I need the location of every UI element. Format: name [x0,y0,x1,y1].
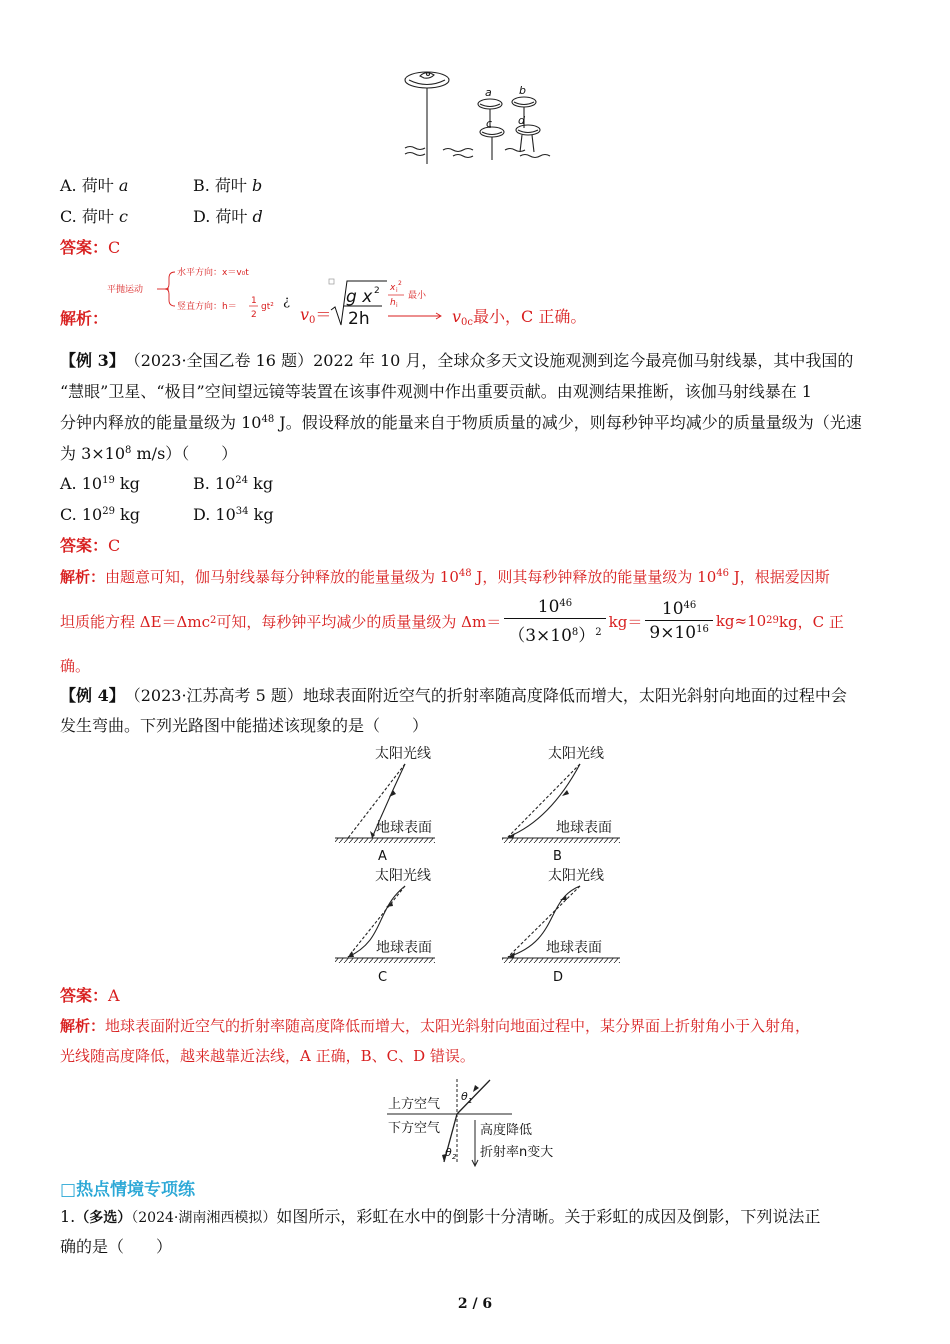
theta2-sub: 2 [452,1153,457,1161]
theta1-label: θ [461,1090,468,1103]
label-b: b [519,84,526,97]
sqrt-num-sup: 2 [374,286,380,296]
ex3-analysis-line2: 坦质能方程 ΔE＝Δmc 2 可知，每秒钟平均减少的质量量级为 Δm＝ $\frac{10^{46}}{(3\times 10^8)^2}$ kg＝ $\frac{10^{46}}{9\times 10^{16}}$ kg≈10 29 kg，C 正 [60,596,844,646]
refractive-index-label: 折射率n变大 [480,1145,554,1160]
fig-label-d: D [553,970,564,985]
arrow-num-sub: i [396,287,398,294]
fig-label-c: C [378,970,388,985]
sqrt-expression [328,276,448,330]
mid-char: ¿ [283,294,290,309]
earth-label-a: 地球表面 [376,820,432,836]
arrow-num: x [390,283,396,293]
refraction-figure [382,1074,582,1169]
label-a: a [485,86,492,99]
ex3-analysis-line3: 确。 [60,657,91,675]
arrow-den: h [390,298,396,308]
ex4-analysis-line1: 解析：地球表面附近空气的折射率随高度降低而增大，太阳光斜射向地面过程中，某分界面上折射角小于入射角， [60,1017,811,1035]
lower-air-label: 下方空气 [388,1121,441,1136]
ex3-option-c: C. $10^{29}$ kg [60,505,140,524]
ex4-line1: 【例 4】 （2023·江苏高考 5 题）地球表面附近空气的折射率随高度降低而增大，太阳光斜射向地面的过程中会 [60,686,847,705]
ex3-line3: 分钟内释放的能量量级为 $10^{48}$ J。假设释放的能量来自于物质质量的减少，则每秒钟平均减少的质量量级为（光速 [60,413,862,432]
brace-frac-den: 2 [251,310,257,320]
ex3-line1: 【例 3】 （2023·全国乙卷 16 题）2022 年 10 月，全球众多天文设施观测到迄今最亮伽马射线暴，其中我国的 [60,351,854,370]
section-box-icon: □ [60,1180,77,1200]
arrow-den-sub: i [396,302,398,309]
theta2-label: θ [445,1146,452,1159]
fraction-1: $\frac{10^{46}}{(3\times 10^8)^2}$ [504,597,605,646]
brace-tail: gt² [261,302,274,312]
ex3-line2: “慧眼”卫星、“极目”空间望远镜等装置在该事件观测中作出重要贡献。由观测结果推断，该伽马射线暴在 1 [60,382,812,401]
brace-vertical: 竖直方向：h＝ [177,302,237,312]
ex4-line2: 发生弯曲。下列光路图中能描述该现象的是（ ） [60,716,429,735]
ex3-line4: 为 $3\times 10^8$ m/s）（ ） [60,444,238,463]
sun-label-a: 太阳光线 [375,746,431,762]
sun-label-b: 太阳光线 [548,746,604,762]
page-number: 2 / 6 [457,1296,493,1312]
lotus-leaves-figure [395,66,565,170]
answer-prev: 答案：C [60,238,121,257]
earth-label-b: 地球表面 [556,820,612,836]
brace-root: 平抛运动 [107,285,144,295]
result-prev: $v_{0c}$最小，C 正确。 [452,307,587,328]
earth-label-c: 地球表面 [376,940,432,956]
light-path-diagrams [330,740,630,985]
label-c: c [486,117,493,130]
fig-label-b: B [553,849,562,864]
option-b: B. 荷叶 b [193,176,263,195]
option-c: C. 荷叶 c [60,207,128,226]
ex3-option-a: A. $10^{19}$ kg [60,474,140,493]
theta1-sub: 1 [468,1097,473,1105]
ex4-analysis-line2: 光线随高度降低，越来越靠近法线，A 正确，B、C、D 错误。 [60,1047,475,1065]
brace-frac-num: 1 [251,296,257,306]
label-d: d [518,114,525,127]
brace-horizontal: 水平方向：x＝v₀t [177,268,249,278]
sqrt-den: 2h [348,309,370,329]
ex3-option-d: D. $10^{34}$ kg [193,505,274,524]
arrow-tail: 最小 [408,291,427,301]
analysis-label-prev: 解析： [60,309,109,328]
height-decrease-label: 高度降低 [480,1123,533,1138]
earth-label-d: 地球表面 [546,940,602,956]
section-heading: □热点情境专项练 [60,1180,196,1200]
sun-label-d: 太阳光线 [548,868,604,884]
ex3-analysis-line1: 解析：由题意可知，伽马射线暴每分钟释放的能量量级为 $10^{48}$ J，则其每秒钟释放的能量量级为 $10^{46}$ J，根据爱因斯 [60,568,830,586]
v0-eq: $v_0=$ [300,305,332,326]
fraction-2: $\frac{10^{46}}{9\times 10^{16}}$ [645,599,712,643]
brace-diagram [105,262,285,324]
ex3-answer: 答案：C [60,536,121,555]
option-a: A. 荷叶 a [60,176,129,195]
option-d: D. 荷叶 d [193,207,263,226]
sqrt-num: g x [346,287,373,307]
ex4-answer: 答案：A [60,986,120,1005]
upper-air-label: 上方空气 [388,1097,441,1112]
q1-line1: 1.（多选）（2024·湖南湘西模拟）如图所示，彩虹在水中的倒影十分清晰。关于彩虹的成因及倒影，下列说法正 [60,1207,821,1226]
arrow-num-sup: 2 [398,280,402,287]
q1-line2: 确的是（ ） [60,1237,173,1256]
sun-label-c: 太阳光线 [375,868,431,884]
ex3-option-b: B. $10^{24}$ kg [193,474,274,493]
fig-label-a: A [378,849,387,864]
